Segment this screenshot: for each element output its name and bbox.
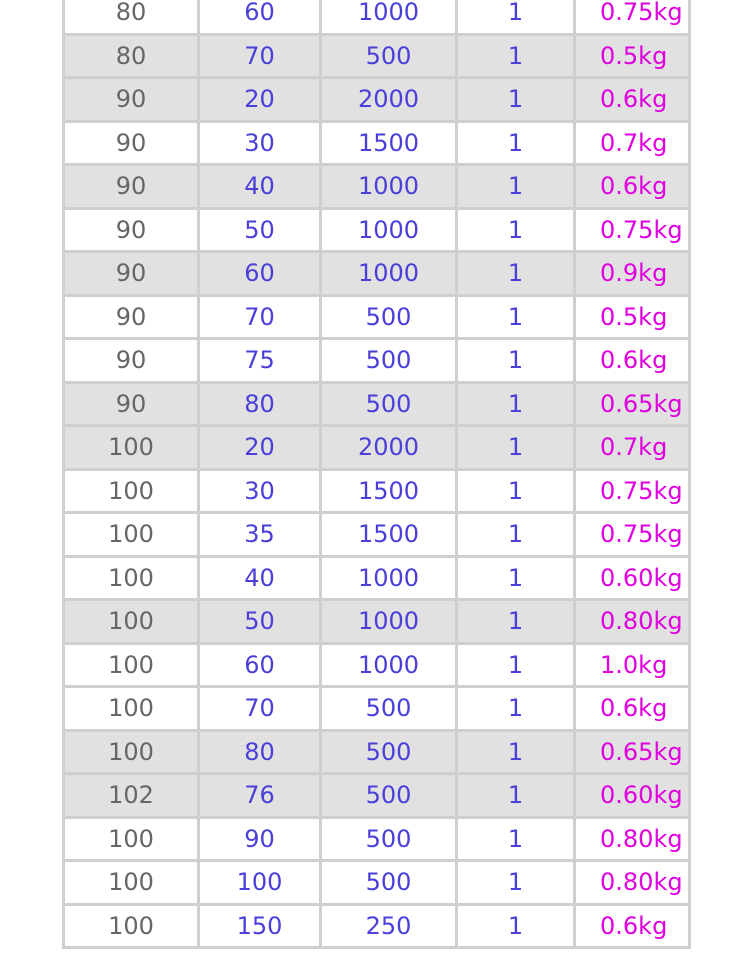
table-row	[64, 643, 690, 687]
cell-col-4: 1	[457, 556, 575, 600]
cell-col-2: 100	[199, 861, 321, 905]
cell-col-3: 250	[321, 904, 457, 948]
cell-col-4: 1	[457, 426, 575, 470]
cell-col-1: 90	[64, 295, 199, 339]
cell-weight: 0.65kg	[575, 382, 690, 426]
cell-col-4: 1	[457, 165, 575, 209]
cell-col-2: 60	[199, 643, 321, 687]
cell-col-1: 100	[64, 426, 199, 470]
cell-col-2: 70	[199, 34, 321, 78]
cell-col-2: 150	[199, 904, 321, 948]
cell-col-3: 1000	[321, 643, 457, 687]
cell-col-2: 70	[199, 295, 321, 339]
table-row	[64, 774, 690, 818]
cell-col-1: 80	[64, 0, 199, 34]
table-row	[64, 687, 690, 731]
table-row	[64, 295, 690, 339]
cell-col-4: 1	[457, 774, 575, 818]
cell-col-1: 90	[64, 78, 199, 122]
cell-col-3: 500	[321, 687, 457, 731]
cell-weight: 0.80kg	[575, 817, 690, 861]
cell-col-3: 1500	[321, 513, 457, 557]
cell-col-1: 80	[64, 34, 199, 78]
cell-col-1: 100	[64, 513, 199, 557]
cell-col-3: 500	[321, 730, 457, 774]
cell-col-3: 1000	[321, 208, 457, 252]
cell-col-2: 30	[199, 469, 321, 513]
cell-col-1: 90	[64, 165, 199, 209]
cell-weight: 0.75kg	[575, 208, 690, 252]
cell-col-4: 1	[457, 904, 575, 948]
cell-weight: 0.75kg	[575, 469, 690, 513]
cell-col-1: 100	[64, 469, 199, 513]
cell-col-2: 40	[199, 165, 321, 209]
table-row	[64, 904, 690, 948]
cell-col-3: 1000	[321, 252, 457, 296]
cell-col-4: 1	[457, 208, 575, 252]
cell-col-4: 1	[457, 382, 575, 426]
cell-col-3: 500	[321, 34, 457, 78]
table-row	[64, 78, 690, 122]
cell-weight: 0.60kg	[575, 556, 690, 600]
cell-col-3: 2000	[321, 78, 457, 122]
cell-col-1: 100	[64, 904, 199, 948]
cell-weight: 0.6kg	[575, 687, 690, 731]
table-row	[64, 208, 690, 252]
cell-col-2: 80	[199, 382, 321, 426]
cell-col-4: 1	[457, 0, 575, 34]
cell-col-2: 90	[199, 817, 321, 861]
table-row	[64, 426, 690, 470]
table-row	[64, 556, 690, 600]
cell-col-3: 1500	[321, 469, 457, 513]
cell-col-3: 500	[321, 339, 457, 383]
cell-col-3: 1500	[321, 121, 457, 165]
cell-col-1: 100	[64, 556, 199, 600]
cell-col-2: 60	[199, 252, 321, 296]
cell-col-1: 90	[64, 382, 199, 426]
table-row	[64, 0, 690, 34]
cell-col-4: 1	[457, 78, 575, 122]
cell-weight: 0.65kg	[575, 730, 690, 774]
cell-col-3: 500	[321, 295, 457, 339]
cell-col-1: 100	[64, 687, 199, 731]
cell-col-2: 40	[199, 556, 321, 600]
cell-col-3: 500	[321, 774, 457, 818]
table-row	[64, 252, 690, 296]
table-row	[64, 34, 690, 78]
cell-weight: 1.0kg	[575, 643, 690, 687]
cell-col-2: 50	[199, 600, 321, 644]
table-row	[64, 339, 690, 383]
cell-col-2: 20	[199, 426, 321, 470]
cell-col-2: 20	[199, 78, 321, 122]
table-row	[64, 165, 690, 209]
cell-col-4: 1	[457, 252, 575, 296]
cell-col-2: 50	[199, 208, 321, 252]
cell-col-4: 1	[457, 600, 575, 644]
cell-col-1: 100	[64, 643, 199, 687]
table-row	[64, 121, 690, 165]
cell-col-1: 90	[64, 339, 199, 383]
cell-col-3: 500	[321, 817, 457, 861]
cell-col-4: 1	[457, 295, 575, 339]
table-body	[64, 0, 690, 948]
cell-col-4: 1	[457, 34, 575, 78]
spec-table	[62, 0, 691, 949]
cell-col-3: 1000	[321, 600, 457, 644]
cell-col-4: 1	[457, 339, 575, 383]
cell-col-4: 1	[457, 861, 575, 905]
table-row	[64, 730, 690, 774]
cell-col-3: 2000	[321, 426, 457, 470]
cell-col-3: 1000	[321, 556, 457, 600]
cell-col-4: 1	[457, 817, 575, 861]
cell-weight: 0.75kg	[575, 0, 690, 34]
cell-weight: 0.7kg	[575, 426, 690, 470]
cell-col-4: 1	[457, 730, 575, 774]
cell-col-1: 90	[64, 252, 199, 296]
table-row	[64, 513, 690, 557]
cell-col-4: 1	[457, 513, 575, 557]
cell-col-2: 35	[199, 513, 321, 557]
cell-col-2: 70	[199, 687, 321, 731]
cell-col-3: 1000	[321, 0, 457, 34]
cell-col-1: 100	[64, 861, 199, 905]
cell-weight: 0.6kg	[575, 339, 690, 383]
cell-col-1: 100	[64, 817, 199, 861]
table-row	[64, 817, 690, 861]
cell-weight: 0.60kg	[575, 774, 690, 818]
cell-col-2: 80	[199, 730, 321, 774]
cell-col-4: 1	[457, 469, 575, 513]
cell-weight: 0.7kg	[575, 121, 690, 165]
cell-col-3: 500	[321, 382, 457, 426]
cell-col-1: 100	[64, 600, 199, 644]
cell-col-1: 100	[64, 730, 199, 774]
cell-col-1: 90	[64, 208, 199, 252]
table-row	[64, 600, 690, 644]
cell-col-2: 75	[199, 339, 321, 383]
cell-col-4: 1	[457, 121, 575, 165]
cell-weight: 0.6kg	[575, 904, 690, 948]
cell-col-3: 500	[321, 861, 457, 905]
cell-weight: 0.80kg	[575, 861, 690, 905]
table-row	[64, 469, 690, 513]
cell-col-4: 1	[457, 643, 575, 687]
cell-weight: 0.6kg	[575, 78, 690, 122]
cell-col-2: 60	[199, 0, 321, 34]
cell-col-1: 90	[64, 121, 199, 165]
cell-col-1: 102	[64, 774, 199, 818]
cell-weight: 0.75kg	[575, 513, 690, 557]
cell-col-2: 76	[199, 774, 321, 818]
table-row	[64, 861, 690, 905]
cell-weight: 0.9kg	[575, 252, 690, 296]
cell-col-3: 1000	[321, 165, 457, 209]
cell-weight: 0.5kg	[575, 34, 690, 78]
cell-weight: 0.6kg	[575, 165, 690, 209]
cell-col-2: 30	[199, 121, 321, 165]
cell-weight: 0.80kg	[575, 600, 690, 644]
cell-col-4: 1	[457, 687, 575, 731]
cell-weight: 0.5kg	[575, 295, 690, 339]
table-row	[64, 382, 690, 426]
